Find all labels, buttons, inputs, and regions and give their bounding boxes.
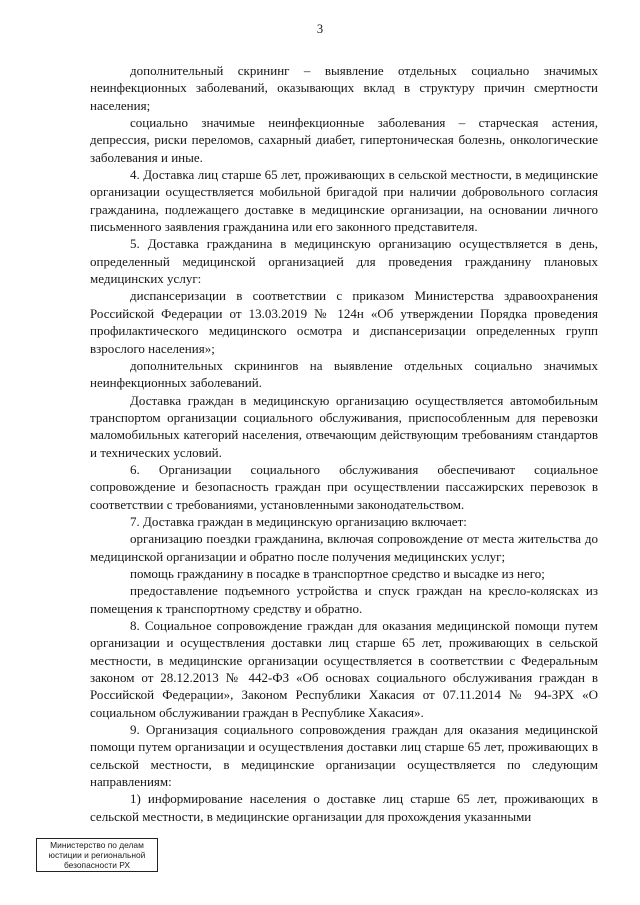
ministry-stamp [36,838,158,872]
paragraph-lift-device: предоставление подъемного устройства и спуск граждан на кресло-колясках из помещения к транспортному средству и обратно. [90,583,598,616]
paragraph-item-8: 8. Социальное сопровождение граждан для оказания медицинской помощи путем организации и осуществления доставки лиц старше 65 лет, проживающих в сельской местности, в медицинские организации осуществляется в соответствии с Федеральным законом от 28.12.2013 № 442-ФЗ «Об основах социального обслуживания граждан в Российской Федерации», Законом Республики Хакасия от 07.11.2014 № 94-ЗРХ «О социальном обслуживании граждан в Республике Хакасия». [90,618,598,720]
paragraph-item-7: 7. Доставка граждан в медицинскую организацию включает: [130,513,467,529]
paragraph-item-4: 4. Доставка лиц старше 65 лет, проживающих в сельской местности, в медицинские организации осуществляется мобильной бригадой при наличии добровольного согласия гражданина, подлежащего доставке в медицинские организации, на основании личного письменного заявления гражданина или его законного представителя. [90,167,598,235]
paragraph-trip-organization: организацию поездки гражданина, включая сопровождение от места жительства до медицинской организации и обратно после получения медицинских услуг; [90,531,598,564]
paragraph-item-9: 9. Организация социального сопровождения граждан для оказания медицинской помощи путем организации и осуществления доставки лиц старше 65 лет, проживающих в сельской местности, в медицинские организации осуществляется по следующим направлениям: [90,722,598,790]
paragraph-item-6: 6. Организации социального обслуживания обеспечивают социальное сопровождение и безопасность граждан при осуществлении пассажирских перевозок в соответствии с требованиями, установленными законодательством. [90,461,598,512]
document-body [90,62,598,825]
paragraph-transport: Доставка граждан в медицинскую организацию осуществляется автомобильным транспортом организации социального обслуживания, приспособленным для перевозки маломобильных категорий населения, отвечающим действующим требованиям стандартов и технических условий. [90,392,598,460]
paragraph-boarding-help: помощь гражданину в посадке в транспортное средство и высадке из него; [130,565,545,581]
paragraph-item-5: 5. Доставка гражданина в медицинскую организацию осуществляется в день, определенный медицинской организацией для проведения гражданину плановых медицинских услуг: [90,236,598,287]
paragraph-item-9-1: 1) информирование населения о доставке лиц старше 65 лет, проживающих в сельской местности, в медицинские организации для прохождения указанными [90,791,598,824]
paragraph-additional-screenings: дополнительных скринингов на выявление отдельных социально значимых неинфекционных заболеваний. [90,357,598,391]
stamp-line-1: Министерство по делам [50,840,144,850]
page-number: 3 [316,22,324,36]
paragraph-additional-screening: дополнительный скрининг – выявление отдельных социально значимых неинфекционных заболеваний, оказывающих вклад в структуру причин смертности населения; [90,63,598,113]
stamp-line-3: безопасности РХ [63,860,131,870]
stamp-line-2: юстиции и региональной [48,850,146,860]
paragraph-dispanserization: диспансеризации в соответствии с приказом Министерства здравоохранения Российской Федерации от 13.03.2019 № 124н «Об утверждении Порядка проведения профилактического медицинского осмотра и диспансеризации определенных групп взрослого населения»; [90,288,598,356]
paragraph-noninfectious-diseases: социально значимые неинфекционные заболевания – старческая астения, депрессия, риски переломов, сахарный диабет, гипертоническая болезнь, онкологические заболевания и иные. [90,115,598,165]
